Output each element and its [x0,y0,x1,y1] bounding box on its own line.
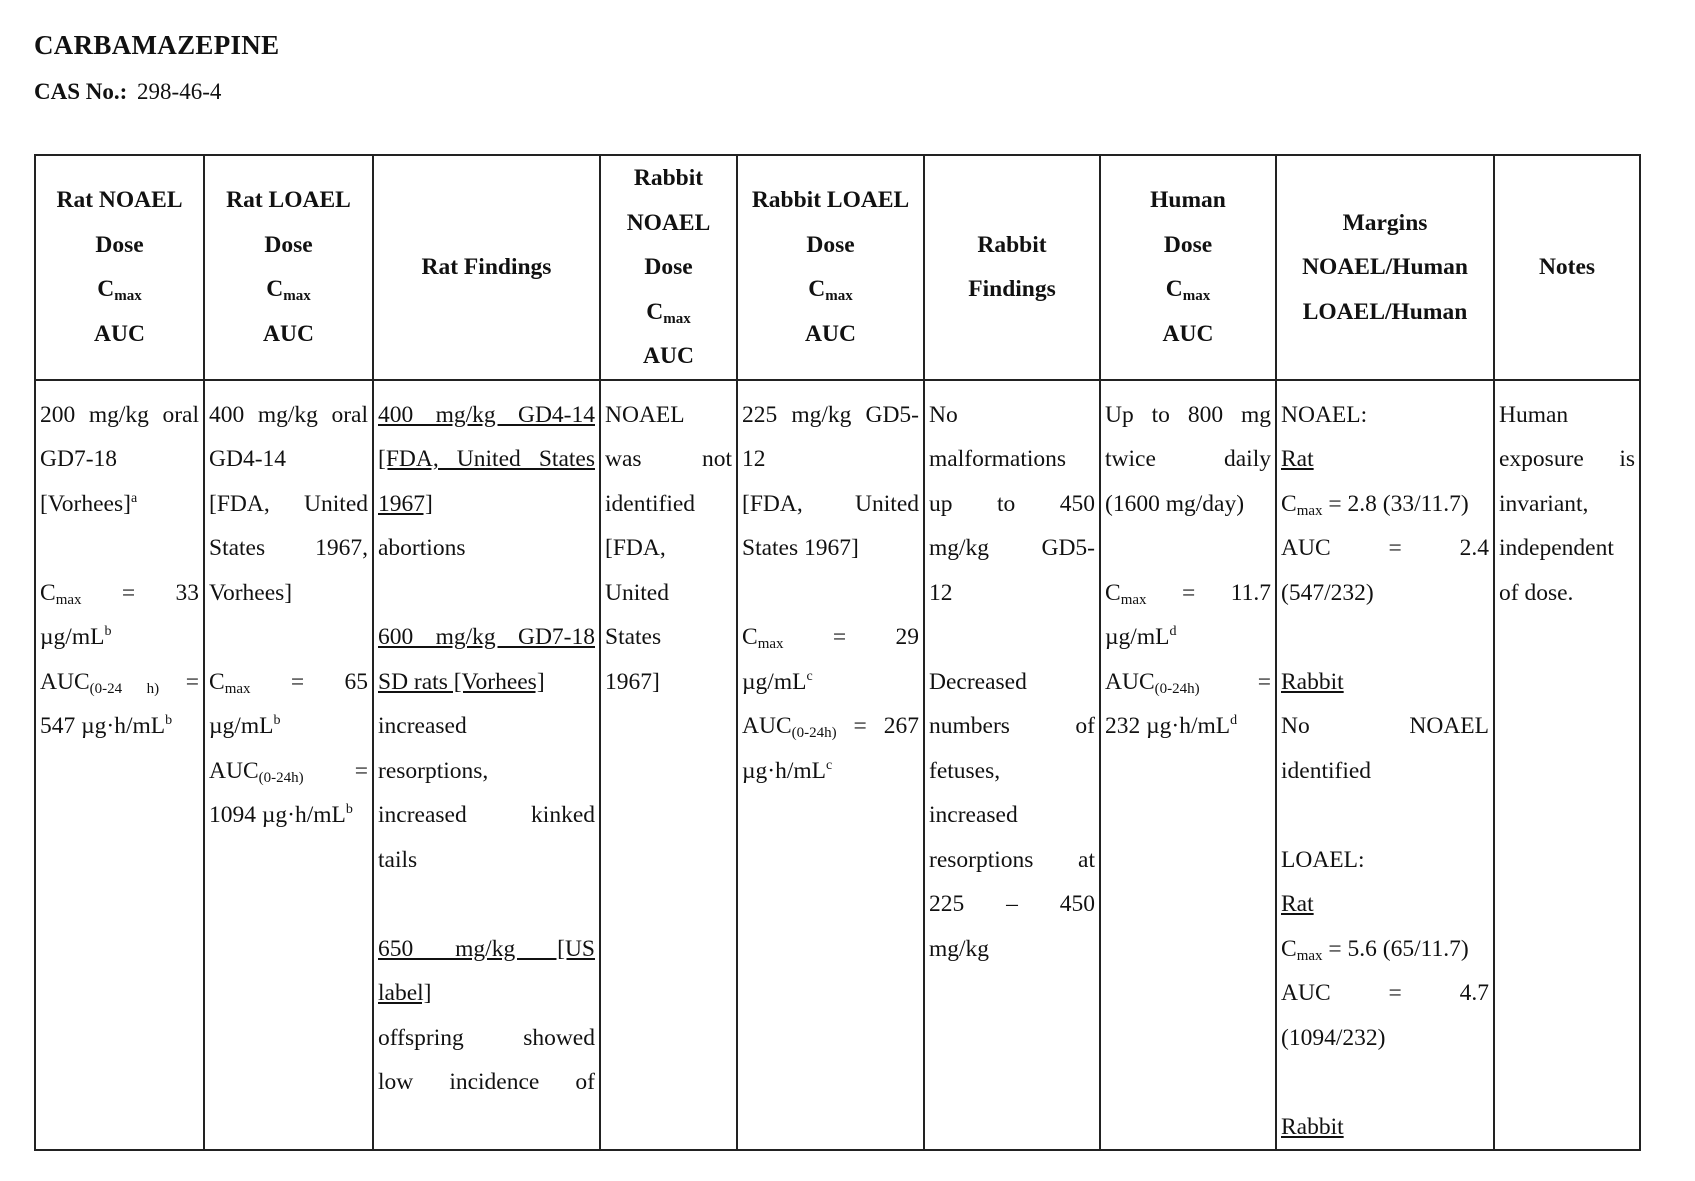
header-rabbit-noael: Rabbit NOAEL Dose $C_{max}$ AUC [600,155,737,380]
header-rat-loael: Rat LOAEL Dose $C_{max}$ AUC [204,155,373,380]
header-rat-findings: Rat Findings [373,155,600,380]
cell-margins: NOAEL: Rat $C_{max} = 2.8$ (33/11.7) AUC = 2.4 (547/232) Rabbit No NOAEL identified LOAEL: Rat $C_{max} = 5.6$ (65/11.7) AUC = 4.7 (1094/232) Rabbit [1276,380,1494,1151]
header-rabbit-findings: Rabbit Findings [924,155,1100,380]
table-row [35,380,1640,1151]
cell-rabbit-noael: NOAEL was not identified [FDA, United States 1967] [600,380,737,1151]
header-margins: Margins NOAEL/Human LOAEL/Human [1276,155,1494,380]
cas-number-line [34,79,221,105]
header-human: Human Dose $C_{max}$ AUC [1100,155,1276,380]
cell-rabbit-findings: No malformations up to 450 mg/kg GD5- 12 Decreased numbers of fetuses, increased resorptions at 225 – 450 mg/kg [924,380,1100,1151]
cell-rat-findings: 400 mg/kg GD4-14 [FDA, United States 1967] abortions 600 mg/kg GD7-18 SD rats [Vorhees] increased resorptions, increased kinked tails 650 mg/kg [US label] offspring showed low incidence of [373,380,600,1151]
cell-rabbit-loael: 225 mg/kg GD5- 12 [FDA, United States 1967] $C_{max} = 29$ $\mu g/mL^c$ $AUC_{(0-24h)} = 267$ $\mu g\cdot h/mL^c$ [737,380,924,1151]
cell-notes: Human exposure is invariant, independent of dose. [1494,380,1640,1151]
header-rabbit-loael: Rabbit LOAEL Dose $C_{max}$ AUC [737,155,924,380]
header-row [35,155,1640,380]
cas-value: 298-46-4 [137,79,222,104]
cell-rat-noael: 200 mg/kg oral GD7-18 [Vorhees]$^a$ $C_{max} = 33$ $\mu g/mL^b$ $AUC_{(0-24 h)}$ = 547 $\mu g\cdot h/mL^b$ [35,380,204,1151]
cell-rat-loael: 400 mg/kg oral GD4-14 [FDA, United States 1967, Vorhees] $C_{max} = 65$ $\mu g/mL^b$ $AUC_{(0-24h)}$ = 1094 $\mu g\cdot h/mL^b$ [204,380,373,1151]
toxicity-table [34,154,1641,1151]
header-rat-noael: Rat NOAEL Dose $C_{max}$ AUC [35,155,204,380]
table-header [35,155,1640,380]
header-notes: Notes [1494,155,1640,380]
page-title: CARBAMAZEPINE [34,30,280,60]
cas-label: CAS No.: [34,79,128,104]
cell-human: Up to 800 mg twice daily (1600 mg/day) $C_{max} = 11.7$ $\mu g/mL^d$ $AUC_{(0-24h)}$ = 232 $\mu g\cdot h/mL^d$ [1100,380,1276,1151]
